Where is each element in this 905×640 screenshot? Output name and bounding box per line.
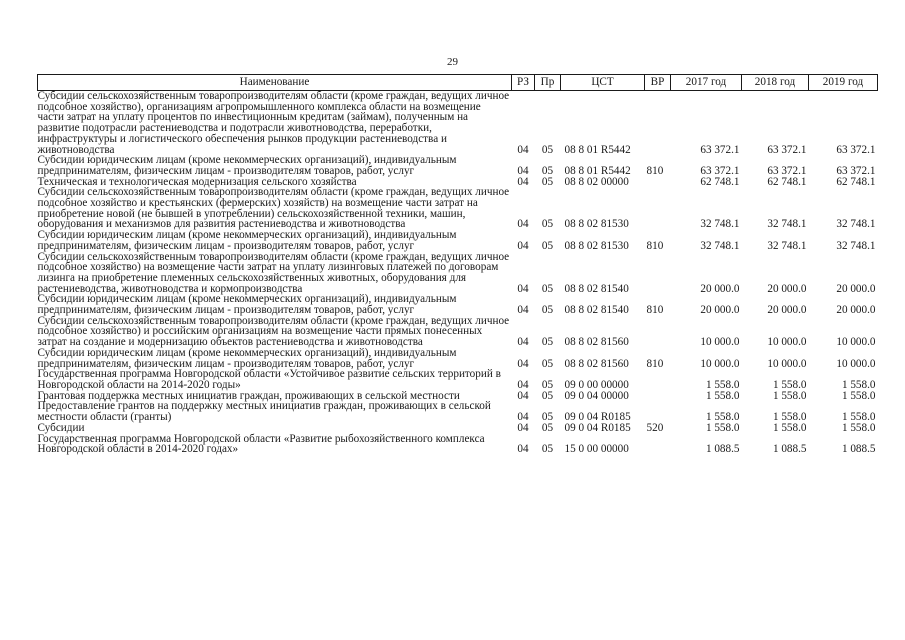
row-pr: 05 xyxy=(541,421,554,434)
row-2019: 32 748.1 xyxy=(836,218,876,231)
row-name: Субсидии сельскохозяйственным товаропроизводителям области (кроме граждан, ведущих личное подсобное хозяйство) и российским организациям на возмещение части прямых понесенных затрат на создание и модернизацию объектов растениеводства и животноводства xyxy=(37,314,510,349)
table-row xyxy=(38,369,878,390)
row-2019: 1 558.0 xyxy=(841,411,876,424)
row-2019: 32 748.1 xyxy=(836,239,876,252)
row-2017: 1 558.0 xyxy=(705,421,740,434)
row-2018: 10 000.0 xyxy=(767,336,807,349)
row-2018: 1 088.5 xyxy=(772,443,807,456)
row-2018: 10 000.0 xyxy=(767,357,807,370)
row-cst: 08 8 01 R5442 xyxy=(564,143,631,156)
row-cst: 15 0 00 00000 xyxy=(564,443,629,456)
row-cst: 09 0 04 R0185 xyxy=(564,411,631,424)
row-pr: 05 xyxy=(541,282,554,295)
row-rz: 04 xyxy=(517,164,529,177)
row-cst: 09 0 00 00000 xyxy=(564,378,629,391)
table-row xyxy=(38,316,878,348)
row-pr: 05 xyxy=(541,239,554,252)
row-2019: 63 372.1 xyxy=(836,164,876,177)
row-vr: 810 xyxy=(646,357,664,370)
row-name: Субсидии xyxy=(37,421,85,434)
row-rz: 04 xyxy=(517,443,529,456)
row-vr: 810 xyxy=(646,304,664,317)
row-2017: 63 372.1 xyxy=(700,143,740,156)
row-vr xyxy=(645,316,671,348)
page-number: 29 xyxy=(447,56,458,68)
row-name: Грантовая поддержка местных инициатив граждан, проживающих в сельской местности xyxy=(37,389,460,402)
row-2018: 32 748.1 xyxy=(767,239,807,252)
table-row xyxy=(38,230,878,251)
row-2017: 20 000.0 xyxy=(700,304,740,317)
row-vr xyxy=(645,177,671,188)
row-name: Государственная программа Новгородской области «Устойчивое развитие сельских территорий в Новгородской области на 2014-2020 годы» xyxy=(37,368,501,391)
row-pr: 05 xyxy=(541,357,554,370)
table-row xyxy=(38,423,878,434)
table-row xyxy=(38,91,878,156)
row-2019: 1 088.5 xyxy=(841,443,876,456)
row-2019: 1 558.0 xyxy=(841,421,876,434)
row-2019: 10 000.0 xyxy=(836,336,876,349)
row-rz: 04 xyxy=(517,175,529,188)
row-cst: 08 8 02 81540 xyxy=(564,304,629,317)
row-name: Субсидии юридическим лицам (кроме некоммерческих организаций), индивидуальным предпринимателям, физическим лицам - производителям товаров, работ, услуг xyxy=(37,229,457,252)
row-2019: 1 558.0 xyxy=(841,389,876,402)
row-vr: 520 xyxy=(646,421,664,434)
row-rz: 04 xyxy=(517,304,529,317)
header-rz: РЗ xyxy=(512,75,535,91)
row-2017: 32 748.1 xyxy=(700,239,740,252)
row-pr: 05 xyxy=(541,304,554,317)
row-name: Государственная программа Новгородской области «Развитие рыбохозяйственного комплекса Новгородской области в 2014-2020 годах» xyxy=(37,432,485,456)
table-body xyxy=(38,91,878,455)
row-vr xyxy=(645,369,671,390)
row-pr: 05 xyxy=(541,336,554,349)
table-row xyxy=(38,401,878,422)
row-2017: 10 000.0 xyxy=(700,357,740,370)
row-vr xyxy=(645,391,671,402)
row-name: Субсидии юридическим лицам (кроме некоммерческих организаций), индивидуальным предпринимателям, физическим лицам - производителям товаров, работ, услуг xyxy=(37,346,457,370)
table-row xyxy=(38,252,878,295)
row-vr: 810 xyxy=(646,239,664,252)
row-cst: 08 8 01 R5442 xyxy=(564,164,631,177)
header-name: Наименование xyxy=(38,75,512,91)
row-cst: 08 8 02 81540 xyxy=(564,282,629,295)
row-rz: 04 xyxy=(517,421,529,434)
row-2019: 62 748.1 xyxy=(836,175,876,188)
row-cst: 09 0 04 00000 xyxy=(564,389,629,402)
row-rz: 04 xyxy=(517,218,529,231)
row-pr: 05 xyxy=(541,411,554,424)
row-vr xyxy=(645,401,671,422)
table-header xyxy=(38,75,878,91)
row-pr: 05 xyxy=(541,175,554,188)
row-2017: 63 372.1 xyxy=(700,164,740,177)
row-cst: 08 8 02 00000 xyxy=(564,175,629,188)
row-cst: 08 8 02 81560 xyxy=(564,357,629,370)
header-pr: Пр xyxy=(535,75,561,91)
row-2019: 20 000.0 xyxy=(836,304,876,317)
row-2017: 32 748.1 xyxy=(700,218,740,231)
row-rz: 04 xyxy=(517,143,529,156)
row-2017: 1 558.0 xyxy=(705,411,740,424)
header-2019: 2019 год xyxy=(809,75,878,91)
row-2018: 63 372.1 xyxy=(767,164,807,177)
row-name: Субсидии юридическим лицам (кроме некоммерческих организаций), индивидуальным предпринимателям, физическим лицам - производителям товаров, работ, услуг xyxy=(37,293,457,317)
row-2017: 1 088.5 xyxy=(705,443,740,456)
row-2017: 62 748.1 xyxy=(700,175,740,188)
row-name: Субсидии юридическим лицам (кроме некоммерческих организаций), индивидуальным предпринимателям, физическим лицам - производителям товаров, работ, услуг xyxy=(37,154,457,177)
row-pr: 05 xyxy=(541,443,554,456)
row-name: Субсидии сельскохозяйственным товаропроизводителям области (кроме граждан, ведущих личное подсобное хозяйство), организациям агропромышленного комплекса области на возмещение части затрат на уплату процентов по инвестиционным кредитам (займам), полученным на развитие подотрасли растениеводства и подотрасли животноводства, переработки, инфраструктуры и логистического обеспечения рынков продукции растениеводства и животноводства xyxy=(37,90,510,156)
header-2017: 2017 год xyxy=(671,75,742,91)
row-cst: 09 0 04 R0185 xyxy=(564,421,631,434)
row-rz: 04 xyxy=(517,389,529,402)
row-name: Техническая и технологическая модернизация сельского хозяйства xyxy=(37,175,357,188)
row-2018: 20 000.0 xyxy=(767,282,807,295)
row-vr xyxy=(645,91,671,156)
table-row xyxy=(38,187,878,230)
table-row xyxy=(38,348,878,369)
row-cst: 08 8 02 81530 xyxy=(564,218,629,231)
row-2017: 1 558.0 xyxy=(705,378,740,391)
row-2018: 32 748.1 xyxy=(767,218,807,231)
row-pr: 05 xyxy=(541,164,554,177)
row-rz: 04 xyxy=(517,239,529,252)
header-2018: 2018 год xyxy=(742,75,809,91)
row-vr xyxy=(645,434,671,455)
row-2017: 20 000.0 xyxy=(700,282,740,295)
row-2017: 10 000.0 xyxy=(700,336,740,349)
row-2018: 1 558.0 xyxy=(772,378,807,391)
row-2018: 63 372.1 xyxy=(767,143,807,156)
row-rz: 04 xyxy=(517,282,529,295)
row-2018: 1 558.0 xyxy=(772,389,807,402)
row-rz: 04 xyxy=(517,336,529,349)
row-vr xyxy=(645,187,671,230)
row-pr: 05 xyxy=(541,143,554,156)
row-cst: 08 8 02 81530 xyxy=(564,239,629,252)
table-row xyxy=(38,155,878,176)
row-2017: 1 558.0 xyxy=(705,389,740,402)
row-2018: 1 558.0 xyxy=(772,411,807,424)
table-row xyxy=(38,434,878,455)
row-rz: 04 xyxy=(517,378,529,391)
row-2019: 63 372.1 xyxy=(836,143,876,156)
row-name: Субсидии сельскохозяйственным товаропроизводителям области (кроме граждан, ведущих личное подсобное хозяйство и крестьянских (фермерских) хозяйств) на возмещение части затрат на приобретение новой (не бывшей в употреблении) сельскохозяйственной техники, машин, оборудования и механизмов для развития растениеводства и животноводства xyxy=(37,186,510,231)
row-rz: 04 xyxy=(517,411,529,424)
row-pr: 05 xyxy=(541,378,554,391)
budget-table xyxy=(37,74,878,455)
table-row xyxy=(38,294,878,315)
header-cst: ЦСТ xyxy=(561,75,645,91)
row-pr: 05 xyxy=(541,218,554,231)
header-vr: ВР xyxy=(645,75,671,91)
row-2019: 20 000.0 xyxy=(836,282,876,295)
row-2019: 1 558.0 xyxy=(841,378,876,391)
row-vr xyxy=(645,252,671,295)
row-cst: 08 8 02 81560 xyxy=(564,336,629,349)
row-2018: 20 000.0 xyxy=(767,304,807,317)
row-rz: 04 xyxy=(517,357,529,370)
row-2018: 62 748.1 xyxy=(767,175,807,188)
row-vr: 810 xyxy=(646,164,664,177)
row-name: Предоставление грантов на поддержку местных инициатив граждан, проживающих в сельской местности области (гранты) xyxy=(37,400,491,424)
row-2018: 1 558.0 xyxy=(772,421,807,434)
row-2019: 10 000.0 xyxy=(836,357,876,370)
row-pr: 05 xyxy=(541,389,554,402)
row-name: Субсидии сельскохозяйственным товаропроизводителям области (кроме граждан, ведущих личное подсобное хозяйство) на возмещение части затрат на уплату лизинговых платежей по договорам лизинга на приобретение племенных сельскохозяйственных животных, оборудования для растениеводства, животноводства и кормопроизводства xyxy=(37,250,510,295)
